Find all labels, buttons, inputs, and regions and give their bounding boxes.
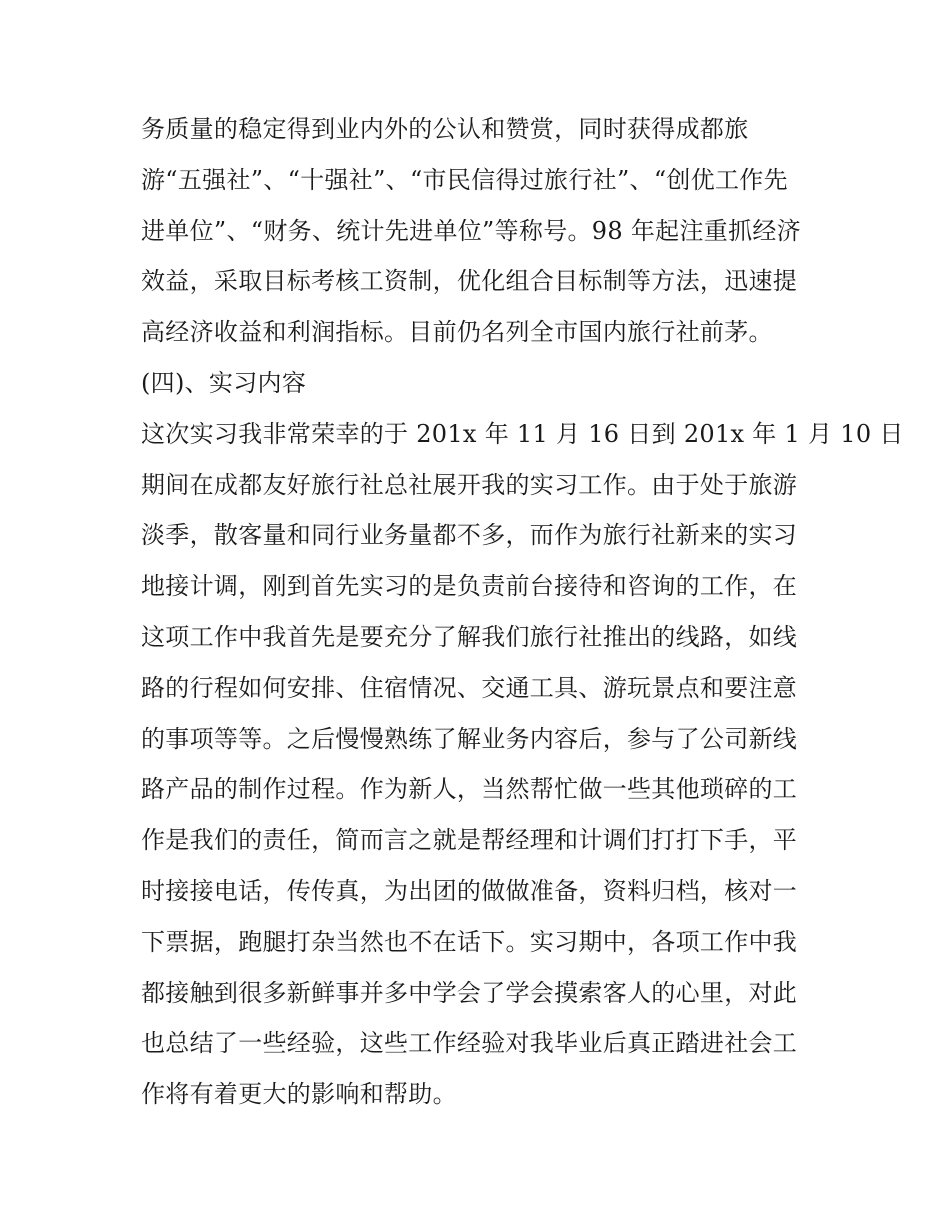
text-line: 进单位”、“财务、统计先进单位”等称号。98 年起注重抓经济 bbox=[141, 216, 801, 245]
text-line: 路的行程如何安排、住宿情况、交通工具、游玩景点和要注意 bbox=[141, 673, 798, 702]
text-line: 地接计调，刚到首先实习的是负责前台接待和咨询的工作，在 bbox=[141, 572, 798, 601]
text-line: 这次实习我非常荣幸的于 201x 年 11 月 16 日到 201x 年 1 月 10 日 bbox=[141, 419, 904, 448]
text-line: 游“五强社”、“十强社”、“市民信得过旅行社”、“创优工作先 bbox=[141, 165, 788, 194]
text-line: 淡季，散客量和同行业务量都不多，而作为旅行社新来的实习 bbox=[141, 521, 798, 550]
text-line: 期间在成都友好旅行社总社展开我的实习工作。由于处于旅游 bbox=[141, 470, 798, 499]
text-line: 务质量的稳定得到业内外的公认和赞赏，同时获得成都旅 bbox=[141, 115, 749, 143]
text-line: 路产品的制作过程。作为新人，当然帮忙做一些其他琐碎的工 bbox=[141, 775, 798, 804]
text-line: 时接接电话，传传真，为出团的做做准备，资料归档，核对一 bbox=[141, 876, 798, 905]
text-line: 作将有着更大的影响和帮助。 bbox=[141, 1080, 457, 1109]
text-line: 也总结了一些经验，这些工作经验对我毕业后真正踏进社会工 bbox=[141, 1029, 798, 1058]
text-line: 都接触到很多新鲜事并多中学会了学会摸索客人的心里，对此 bbox=[141, 978, 798, 1007]
text-line: 下票据，跑腿打杂当然也不在话下。实习期中，各项工作中我 bbox=[141, 927, 798, 956]
section-heading: (四)、实习内容 bbox=[141, 368, 307, 397]
text-line: 效益，采取目标考核工资制，优化组合目标制等方法，迅速提 bbox=[141, 267, 798, 296]
body-text bbox=[141, 104, 904, 1120]
text-line: 这项工作中我首先是要充分了解我们旅行社推出的线路，如线 bbox=[141, 622, 798, 651]
text-line: 的事项等等。之后慢慢熟练了解业务内容后，参与了公司新线 bbox=[141, 724, 798, 753]
text-line: 高经济收益和利润指标。目前仍名列全市国内旅行社前茅。 bbox=[141, 318, 773, 347]
text-line: 作是我们的责任，简而言之就是帮经理和计调们打打下手，平 bbox=[141, 826, 798, 855]
